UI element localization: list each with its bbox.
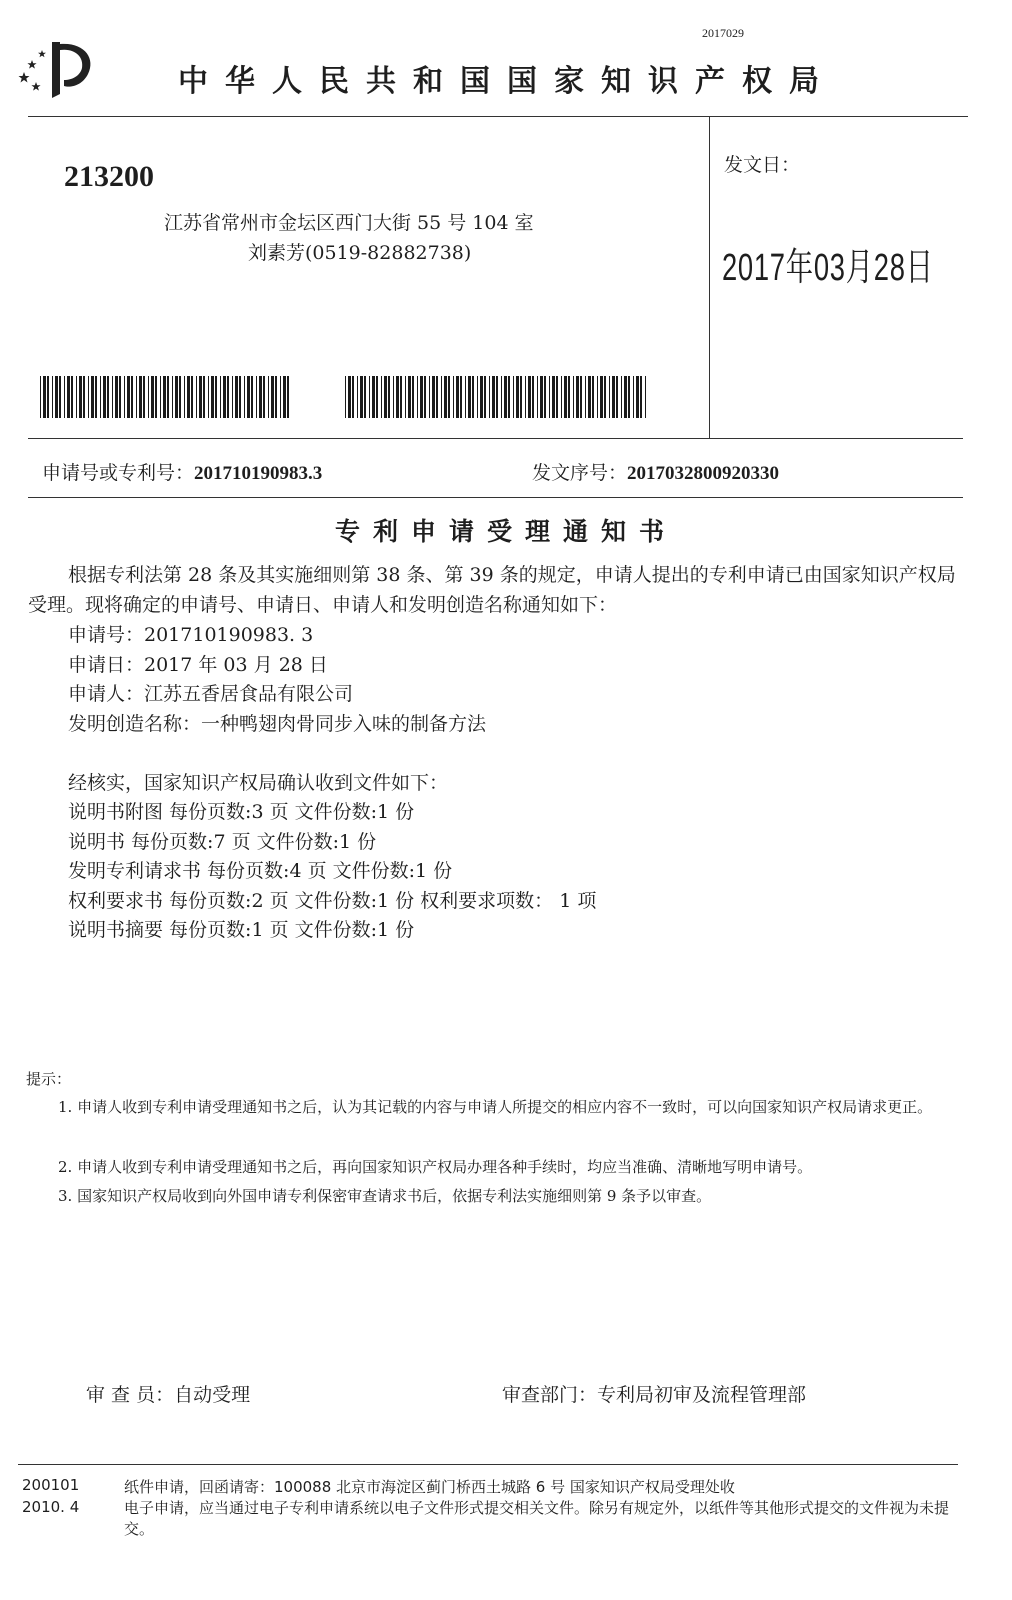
barcode-bar (119, 376, 121, 418)
barcode-bar (600, 376, 603, 418)
barcode-bar (139, 376, 142, 418)
barcode-bar (484, 376, 486, 418)
cnipa-logo (14, 36, 98, 100)
barcode-bar (184, 376, 185, 418)
barcode-bar (621, 376, 622, 418)
barcode-bar (468, 376, 471, 418)
barcode-bar (148, 376, 149, 418)
barcode-bar (408, 376, 411, 418)
barcode-bar (357, 376, 358, 418)
file-item: 说明书 每份页数:7 页 文件份数:1 份 (68, 831, 377, 853)
barcode-bar (525, 376, 526, 418)
received-intro: 经核实，国家知识产权局确认收到文件如下： (68, 772, 449, 794)
barcode-bar (573, 376, 574, 418)
barcode-bar (208, 376, 209, 418)
barcode-bar (268, 376, 269, 418)
barcode-bar (100, 376, 101, 418)
divider (28, 497, 963, 498)
barcode-bar (364, 376, 366, 418)
barcode-bar (244, 376, 245, 418)
barcode-bar (345, 376, 346, 418)
barcode-bar (477, 376, 478, 418)
barcode-bar (549, 376, 550, 418)
barcode-bar (424, 376, 426, 418)
barcode-bar (172, 376, 173, 418)
barcode-bar (103, 376, 106, 418)
barcode-bar (436, 376, 438, 418)
serial-number-value: 2017032800920330 (627, 463, 780, 484)
barcode-bar (513, 376, 514, 418)
barcode-bar (456, 376, 459, 418)
barcode-bar (247, 376, 250, 418)
barcode-bar (480, 376, 483, 418)
barcode-bar (580, 376, 582, 418)
barcode-bar (64, 376, 65, 418)
barcode-bar (211, 376, 214, 418)
barcode-bar (71, 376, 73, 418)
barcode-bar (88, 376, 89, 418)
file-item: 说明书附图 每份页数:3 页 文件份数:1 份 (68, 801, 415, 823)
barcode-bar (636, 376, 639, 418)
barcode-bar (163, 376, 166, 418)
barcode-left (40, 376, 292, 418)
barcode-bar (223, 376, 226, 418)
barcode-bar (280, 376, 281, 418)
barcode-bar (640, 376, 642, 418)
issue-date: 2017年03月28日 (722, 247, 934, 289)
barcode-right (345, 376, 649, 418)
barcode-bar (561, 376, 562, 418)
barcode-bar (552, 376, 555, 418)
barcode-bar (127, 376, 130, 418)
barcode-bar (472, 376, 474, 418)
recipient-address: 江苏省常州市金坛区西门大街 55 号 104 室 (164, 212, 534, 234)
footer-divider (18, 1464, 958, 1465)
barcode-bar (492, 376, 495, 418)
barcode-bar (645, 376, 646, 418)
field-application-date: 申请日：2017 年 03 月 28 日 (68, 654, 328, 676)
barcode-bar (516, 376, 519, 418)
form-code: 200101 (22, 1476, 80, 1494)
file-item: 发明专利请求书 每份页数:4 页 文件份数:1 份 (68, 860, 453, 882)
barcode-bar (448, 376, 450, 418)
barcode-bar (40, 376, 41, 418)
barcode-bar (388, 376, 390, 418)
barcode-bar (568, 376, 570, 418)
barcode-bar (263, 376, 265, 418)
barcode-bar (544, 376, 546, 418)
barcode-bar (628, 376, 630, 418)
barcode-bar (585, 376, 586, 418)
barcode-bar (259, 376, 262, 418)
barcode-bar (136, 376, 137, 418)
barcode-bar (131, 376, 133, 418)
barcode-bar (417, 376, 418, 418)
barcode-bar (444, 376, 447, 418)
barcode-bar (520, 376, 522, 418)
notice-title: 专利申请受理通知书 (334, 517, 677, 546)
serial-number-row (532, 458, 779, 485)
barcode-bar (528, 376, 531, 418)
star-icon (38, 50, 46, 57)
examination-department: 审查部门：专利局初审及流程管理部 (502, 1384, 807, 1406)
field-application-number: 申请号：201710190983. 3 (68, 624, 314, 646)
issue-date-label: 发文日： (724, 154, 801, 176)
application-number-row (42, 458, 322, 485)
postcode: 213200 (64, 160, 154, 193)
application-number-label: 申请号或专利号： (42, 462, 195, 484)
barcode-bar (489, 376, 490, 418)
barcode-bar (83, 376, 85, 418)
barcode-bar (175, 376, 178, 418)
star-icon (19, 72, 30, 83)
barcode-bar (256, 376, 257, 418)
barcode-bar (287, 376, 289, 418)
barcode-bar (588, 376, 591, 418)
barcode-bar (453, 376, 454, 418)
barcode-bar (624, 376, 627, 418)
notice-paragraph: 根据专利法第 28 条及其实施细则第 38 条、第 39 条的规定，申请人提出的专利申请已由国家知识产权局受理。现将确定的申请号、申请日、申请人和发明创造名称通知如下： (28, 564, 956, 616)
barcode-bar (167, 376, 169, 418)
barcode-bar (420, 376, 423, 418)
barcode-bar (95, 376, 97, 418)
barcode-bar (196, 376, 197, 418)
barcode-bar (412, 376, 414, 418)
tip-item: 2. 申请人收到专利申请受理通知书之后，再向国家知识产权局办理各种手续时，均应当准确、清晰地写明申请号。 (58, 1158, 813, 1176)
barcode-bar (151, 376, 154, 418)
application-number-value: 201710190983.3 (194, 463, 323, 484)
barcode-bar (504, 376, 507, 418)
barcode-bar (381, 376, 382, 418)
barcode-bar (187, 376, 190, 418)
field-applicant: 申请人：江苏五香居食品有限公司 (68, 683, 354, 705)
form-version: 2010. 4 (22, 1498, 80, 1516)
barcode-bar (537, 376, 538, 418)
barcode-bar (609, 376, 610, 418)
barcode-bar (429, 376, 430, 418)
serial-number-label: 发文序号： (532, 462, 628, 484)
barcode-bar (112, 376, 113, 418)
barcode-bar (460, 376, 462, 418)
barcode-bar (91, 376, 94, 418)
barcode-bar (376, 376, 378, 418)
barcode-bar (396, 376, 399, 418)
barcode-bar (532, 376, 534, 418)
barcode-bar (220, 376, 221, 418)
barcode-bar (215, 376, 217, 418)
barcode-bar (576, 376, 579, 418)
barcode-bar (564, 376, 567, 418)
barcode-bar (432, 376, 435, 418)
barcode-bar (501, 376, 502, 418)
barcode-bar (352, 376, 354, 418)
barcode-bar (540, 376, 543, 418)
document-code: 2017029 (702, 26, 744, 40)
barcode-bar (160, 376, 161, 418)
barcode-bar (155, 376, 157, 418)
barcode-bar (372, 376, 375, 418)
barcode-bar (124, 376, 125, 418)
barcode-bar (275, 376, 277, 418)
paper-application-note: 纸件申请，回函请寄：100088 北京市海淀区蓟门桥西土城路 6 号 国家知识产权局受理处收 (124, 1478, 735, 1496)
barcode-bar (43, 376, 46, 418)
barcode-bar (360, 376, 363, 418)
recipient-contact: 刘素芳(0519-82882738) (248, 242, 472, 264)
field-invention-name: 发明创造名称：一种鸭翅肉骨同步入味的制备方法 (68, 713, 487, 735)
barcode-bar (239, 376, 241, 418)
barcode-bar (465, 376, 466, 418)
barcode-bar (79, 376, 82, 418)
file-item: 权利要求书 每份页数:2 页 文件份数:1 份 权利要求项数： 1 项 (68, 890, 597, 912)
barcode-bar (67, 376, 70, 418)
barcode-bar (369, 376, 370, 418)
barcode-bar (115, 376, 118, 418)
star-icon (27, 60, 36, 69)
barcode-bar (55, 376, 58, 418)
barcode-bar (251, 376, 253, 418)
barcode-bar (235, 376, 238, 418)
divider (28, 438, 963, 439)
barcode-bar (597, 376, 598, 418)
divider (28, 116, 968, 117)
examiner: 审 查 员：自动受理 (86, 1384, 251, 1406)
tips-label: 提示： (26, 1070, 72, 1088)
barcode-bar (271, 376, 274, 418)
tip-item: 1. 申请人收到专利申请受理通知书之后，认为其记载的内容与申请人所提交的相应内容不一致时，可以向国家知识产权局请求更正。 (58, 1098, 933, 1116)
barcode-bar (143, 376, 145, 418)
barcode-bar (76, 376, 77, 418)
barcode-bar (592, 376, 594, 418)
barcode-bar (203, 376, 205, 418)
agency-title: 中华人民共和国国家知识产权局 (178, 64, 836, 99)
barcode-bar (616, 376, 618, 418)
barcode-bar (496, 376, 498, 418)
barcode-bar (348, 376, 351, 418)
barcode-bar (227, 376, 229, 418)
tip-item: 3. 国家知识产权局收到向外国申请专利保密审查请求书后，依据专利法实施细则第 9 条予以审查。 (58, 1187, 712, 1205)
barcode-bar (400, 376, 402, 418)
barcode-bar (405, 376, 406, 418)
barcode-bar (393, 376, 394, 418)
barcode-bar (191, 376, 193, 418)
barcode-bar (556, 376, 558, 418)
barcode-bar (612, 376, 615, 418)
barcode-bar (508, 376, 510, 418)
divider (709, 116, 710, 438)
barcode-bar (441, 376, 442, 418)
barcode-bar (107, 376, 109, 418)
barcode-bar (232, 376, 233, 418)
star-icon (31, 82, 40, 91)
barcode-bar (59, 376, 61, 418)
barcode-bar (47, 376, 49, 418)
barcode-bar (283, 376, 286, 418)
barcode-bar (199, 376, 202, 418)
barcode-bar (52, 376, 53, 418)
barcode-bar (604, 376, 606, 418)
barcode-bar (384, 376, 387, 418)
barcode-bar (179, 376, 181, 418)
barcode-bar (633, 376, 634, 418)
electronic-application-note: 电子申请，应当通过电子专利申请系统以电子文件形式提交相关文件。除另有规定外，以纸件等其他形式提交的文件视为未提交。 (124, 1499, 950, 1538)
file-item: 说明书摘要 每份页数:1 页 文件份数:1 份 (68, 919, 415, 941)
